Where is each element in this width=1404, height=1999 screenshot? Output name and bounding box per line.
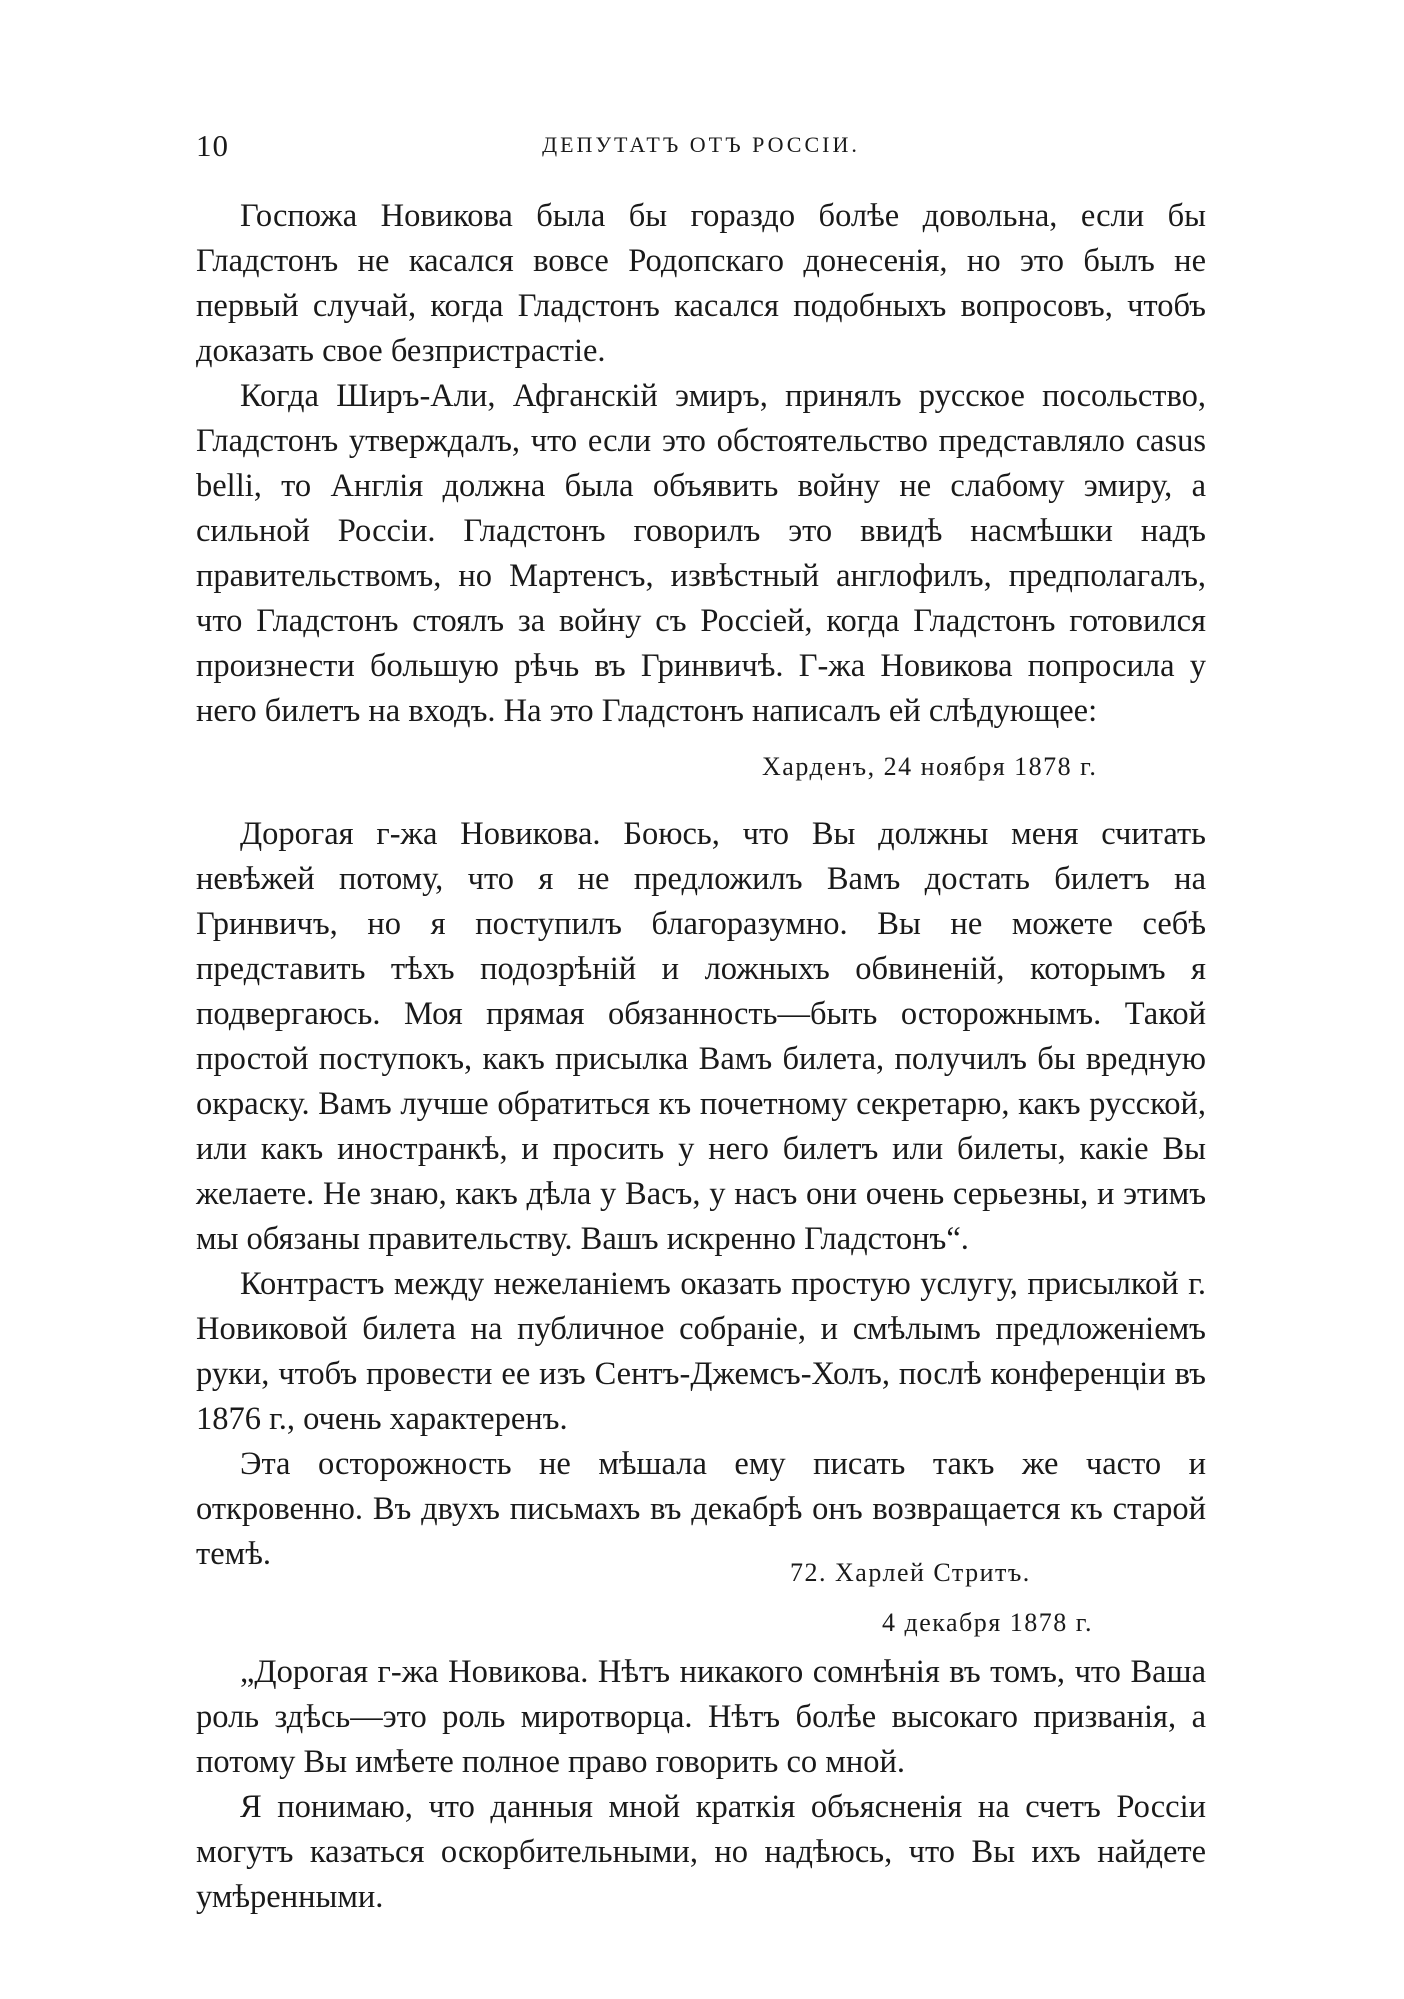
text-block-opening [196,194,1206,734]
paragraph: Когда Ширъ-Али, Афганскій эмиръ, принялъ русское посольство, Гладстонъ утверждалъ, что если это обстоятельство представляло casus belli, то Англія должна была объявить войну не слабому эмиру, а сильной Россіи. Гладстонъ говорилъ это ввидѣ насмѣшки надъ правительствомъ, но Мартенсъ, извѣстный англофилъ, предполагалъ, что Гладстонъ стоялъ за войну съ Россіей, когда Гладстонъ готовился произнести большую рѣчь въ Гринвичѣ. Г-жа Новикова попросила у него билетъ на входъ. На это Гладстонъ написалъ ей слѣдующее: [196,378,1206,729]
paragraph: Дорогая г-жа Новикова. Боюсь, что Вы должны меня считать невѣжей потому, что я не предложилъ Вамъ достать билетъ на Гринвичъ, но я поступилъ благоразумно. Вы не можете себѣ представить тѣхъ подозрѣній и ложныхъ обвиненій, которымъ я подвергаюсь. Моя прямая обязанность—быть осторожнымъ. Такой простой поступокъ, какъ присылка Вамъ билета, получилъ бы вредную окраску. Вамъ лучше обратиться къ почетному секретарю, какъ русской, или какъ иностранкѣ, и просить у него билетъ или билеты, какіе Вы желаете. Не знаю, какъ дѣла у Васъ, у насъ они очень серьезны, и этимъ мы обязаны правительству. Вашъ искренно Гладстонъ“. [196,816,1206,1257]
paragraph: Госпожа Новикова была бы гораздо болѣе довольна, если бы Гладстонъ не касался вовсе Родопскаго донесенія, но это былъ не первый случай, когда Гладстонъ касался подобныхъ вопросовъ, чтобъ доказать свое безпристрастіе. [196,198,1206,369]
letter-date: 4 декабря 1878 г. [882,1608,1093,1637]
running-title: ДЕПУТАТЪ ОТЪ РОССІИ. [542,132,860,157]
paragraph: „Дорогая г-жа Новикова. Нѣтъ никакого сомнѣнія въ томъ, что Ваша роль здѣсь—это роль миротворца. Нѣтъ болѣе высокаго призванія, а потому Вы имѣете полное право говорить со мной. [196,1654,1206,1780]
paragraph: Контрастъ между нежеланіемъ оказать простую услугу, присылкой г. Новиковой билета на публичное собраніе, и смѣлымъ предложеніемъ руки, чтобъ провести ее изъ Сентъ-Джемсъ-Холъ, послѣ конференціи въ 1876 г., очень характеренъ. [196,1266,1206,1437]
page-header [196,128,1206,168]
page-number: 10 [196,128,229,163]
paragraph: Я понимаю, что данныя мной краткія объясненія на счетъ Россіи могутъ казаться оскорбительными, но надѣюсь, что Вы ихъ найдете умѣренными. [196,1789,1206,1915]
text-block-second-letter [196,1650,1206,1920]
letter-dateline: Харденъ, 24 ноября 1878 г. [762,752,1098,781]
paragraph: Эта осторожность не мѣшала ему писать такъ же часто и откровенно. Въ двухъ письмахъ въ декабрѣ онъ возвращается къ старой темѣ. [196,1446,1206,1572]
letter-address: 72. Харлей Стритъ. [790,1558,1031,1587]
text-block-letter [196,812,1206,1577]
